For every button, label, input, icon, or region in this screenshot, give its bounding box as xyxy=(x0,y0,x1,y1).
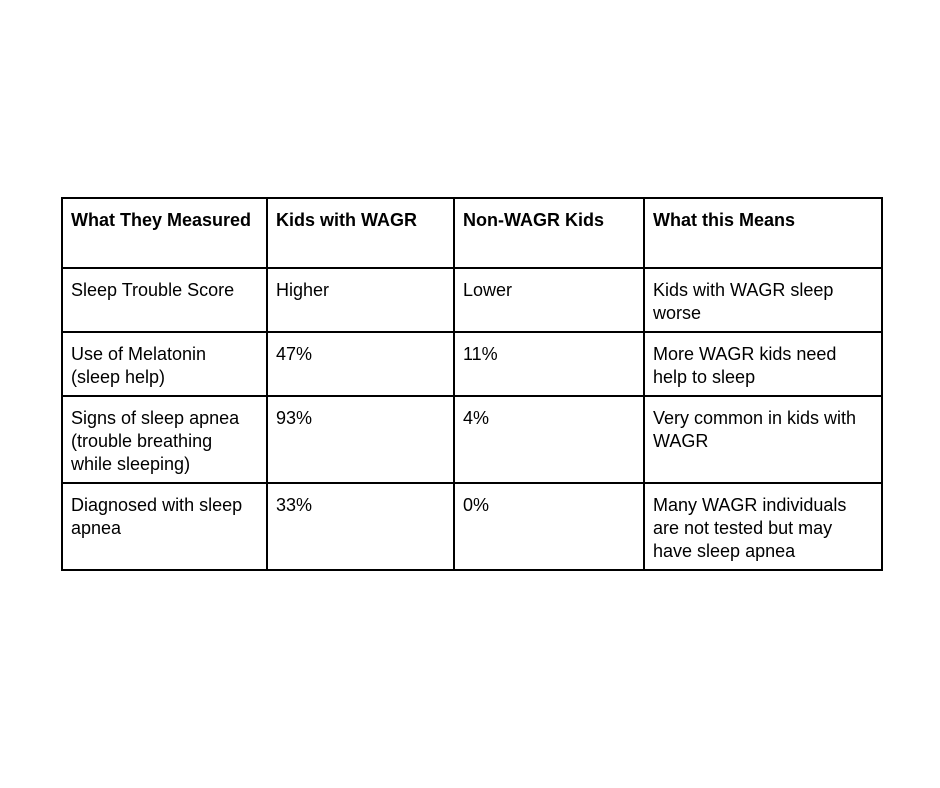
cell-non-wagr-value: 4% xyxy=(454,396,644,483)
cell-wagr-value: 93% xyxy=(267,396,454,483)
header-what-this-means: What this Means xyxy=(644,198,882,268)
cell-non-wagr-value: 0% xyxy=(454,483,644,570)
cell-meaning: Kids with WAGR sleep worse xyxy=(644,268,882,332)
cell-measure: Use of Melatonin (sleep help) xyxy=(62,332,267,396)
cell-measure: Signs of sleep apnea (trouble breathing while sleeping) xyxy=(62,396,267,483)
cell-meaning: Many WAGR individuals are not tested but may have sleep apnea xyxy=(644,483,882,570)
sleep-comparison-table xyxy=(61,197,883,571)
cell-meaning: Very common in kids with WAGR xyxy=(644,396,882,483)
cell-measure: Diagnosed with sleep apnea xyxy=(62,483,267,570)
cell-non-wagr-value: Lower xyxy=(454,268,644,332)
header-kids-with-wagr: Kids with WAGR xyxy=(267,198,454,268)
cell-meaning: More WAGR kids need help to sleep xyxy=(644,332,882,396)
header-row xyxy=(62,198,882,268)
cell-wagr-value: Higher xyxy=(267,268,454,332)
table-row xyxy=(62,483,882,570)
cell-wagr-value: 47% xyxy=(267,332,454,396)
cell-wagr-value: 33% xyxy=(267,483,454,570)
cell-measure: Sleep Trouble Score xyxy=(62,268,267,332)
header-what-they-measured: What They Measured xyxy=(62,198,267,268)
table-row xyxy=(62,268,882,332)
cell-non-wagr-value: 11% xyxy=(454,332,644,396)
table-row xyxy=(62,396,882,483)
table-row xyxy=(62,332,882,396)
header-non-wagr-kids: Non-WAGR Kids xyxy=(454,198,644,268)
